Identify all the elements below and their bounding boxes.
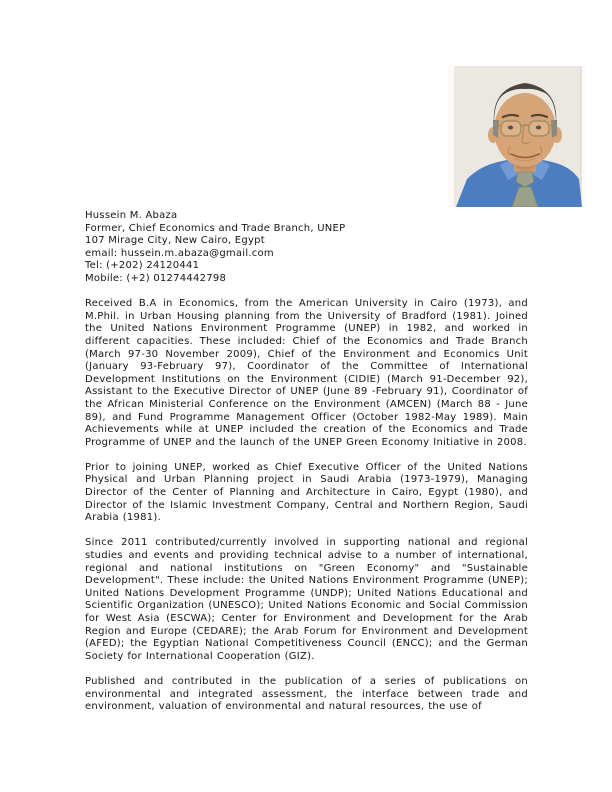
bio-paragraph-unep-career: Received B.A in Economics, from the American University in Cairo (1973), and M.Phil. in Urban Housing planning from the University of Bradford (1981). Joined the United Nations Environment Programme (UNEP) in 1982, and worked in different capacities. These included: Chief of the Economics and Trade Branch (March 97-30 November 2009), Chief of the Environment and Economics Unit (January 93-February 97), Coordinator of the Committee of International Development Institutions on the Environment (CIDIE) (March 91-December 92), Assistant to the Executive Director of UNEP (June 89 -February 91), Coordinator of the African Ministerial Conference on the Environment (AMCEN) (March 88 - June 89), and Fund Programme Management Officer (October 1982-May 1989). Main Achievements while at UNEP included the creation of the Economics and Trade Programme of UNEP and the launch of the UNEP Green Economy Initiative in 2008. bbox=[85, 298, 528, 448]
contact-address: 107 Mirage City, New Cairo, Egypt bbox=[85, 235, 265, 247]
bio-paragraph-pre-unep: Prior to joining UNEP, worked as Chief Executive Officer of the United Nations Physical and Urban Planning project in Saudi Arabia (1973-1979), Managing Director of the Center of Planning and Architecture in Cairo, Egypt (1980), and Director of the Islamic Investment Company, Central and Northern Region, Saudi Arabia (1981). bbox=[85, 461, 528, 524]
contact-mobile: Mobile: (+2) 01274442798 bbox=[85, 272, 227, 284]
portrait-photo-image bbox=[448, 66, 585, 207]
document-body bbox=[85, 210, 528, 726]
bio-paragraph-since-2011: Since 2011 contributed/currently involved in supporting national and regional studies and events and providing technical advise to a number of international, regional and national institutions on "Green Economy" and "Sustainable Development". These include: the United Nations Environment Programme (UNEP); United Nations Development Programme (UNDP); United Nations Educational and Scientific Organization (UNESCO); United Nations Economic and Social Commission for West Asia (ESCWA); Center for Environment and Development for the Arab Region and Europe (CEDARE); the Arab Forum for Environment and Development (AFED); the Egyptian National Competitiveness Council (ENCC); and the German Society for International Cooperation (GIZ). bbox=[85, 537, 528, 662]
contact-block bbox=[85, 210, 528, 286]
bio-paragraph-publications: Published and contributed in the publication of a series of publications on environmental and integrated assessment, the interface between trade and environment, valuation of environmental and natural resources, the use of bbox=[85, 675, 528, 713]
portrait-photo bbox=[448, 66, 585, 207]
contact-name: Hussein M. Abaza bbox=[85, 210, 178, 221]
contact-tel: Tel: (+202) 24120441 bbox=[85, 260, 200, 272]
contact-title: Former, Chief Economics and Trade Branch, UNEP bbox=[85, 222, 346, 234]
contact-email: email: hussein.m.abaza@gmail.com bbox=[85, 247, 274, 259]
